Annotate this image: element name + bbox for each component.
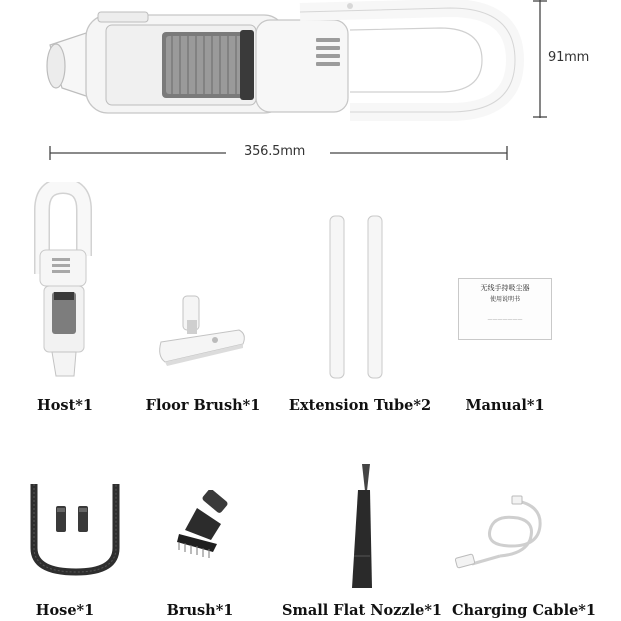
item-label-charging-cable: Charging Cable*1 xyxy=(452,602,596,619)
main-vacuum-illustration xyxy=(0,0,621,175)
item-label-flat-nozzle: Small Flat Nozzle*1 xyxy=(282,602,443,619)
brush-icon xyxy=(175,490,240,565)
extension-tube-icon xyxy=(320,212,390,380)
item-label-brush: Brush*1 xyxy=(166,602,234,619)
hose-icon xyxy=(24,478,124,578)
vacuum-host-icon xyxy=(30,182,100,378)
manual-subtitle: 使用说明书 xyxy=(489,296,520,303)
manual-icon xyxy=(458,278,552,340)
item-label-manual: Manual*1 xyxy=(465,397,545,414)
manual-footer: ——————— xyxy=(487,317,523,323)
charging-cable-icon xyxy=(452,490,552,575)
flat-nozzle-icon xyxy=(340,460,380,595)
item-label-host: Host*1 xyxy=(37,397,93,414)
item-label-hose: Hose*1 xyxy=(35,602,95,619)
manual-title: 无线手持吸尘器 xyxy=(480,284,530,292)
item-label-floor-brush: Floor Brush*1 xyxy=(145,397,261,414)
height-dimension: 91mm xyxy=(548,50,590,65)
floor-brush-icon xyxy=(155,290,250,370)
item-label-extension-tube: Extension Tube*2 xyxy=(288,397,432,414)
length-dimension: 356.5mm xyxy=(244,144,306,159)
